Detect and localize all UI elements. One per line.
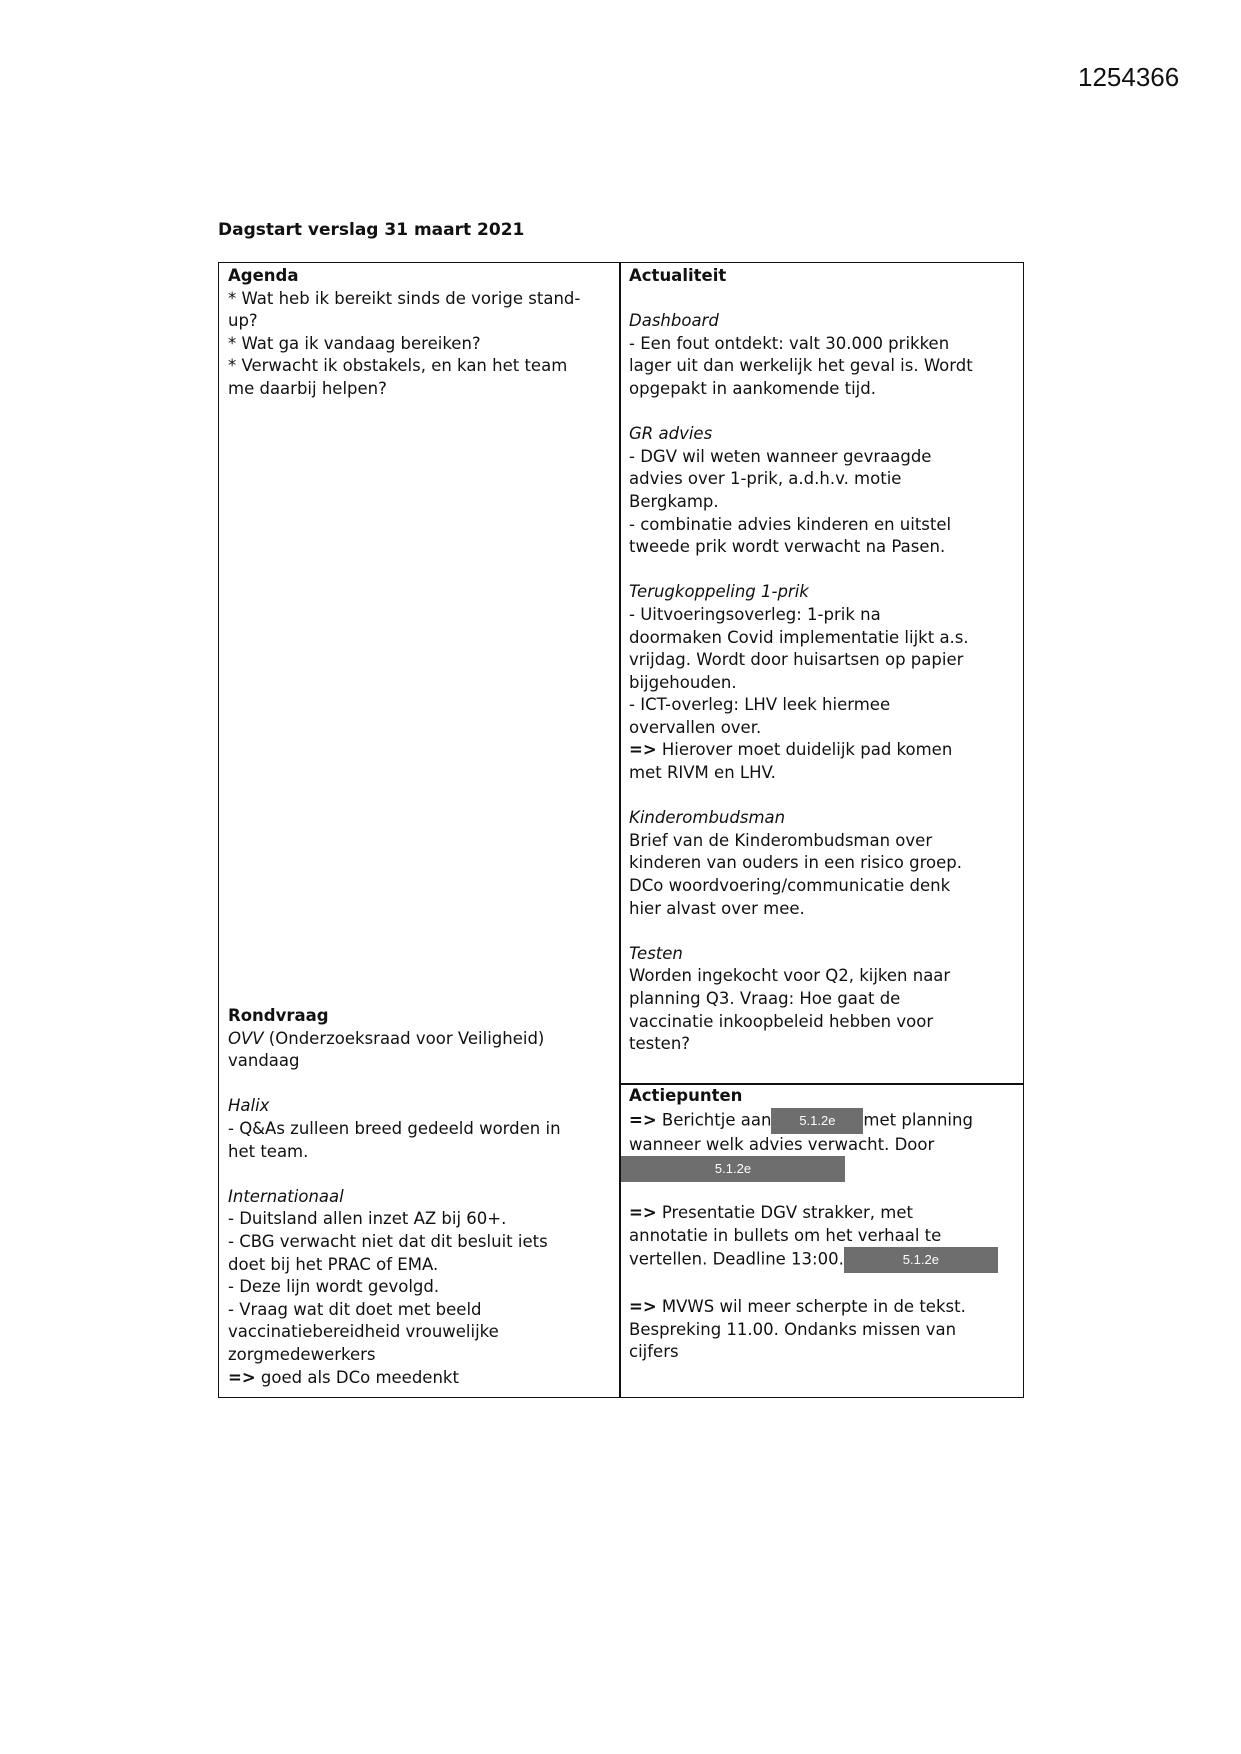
internationaal-line: - Vraag wat dit doet met beeld [228,1299,482,1319]
actiepunt-3 [629,1296,1019,1319]
gr-advies-line: advies over 1-prik, a.d.h.v. motie [629,469,902,489]
actiepunt-1 [629,1108,1019,1134]
testen-line: Worden ingekocht voor Q2, kijken naar [629,966,951,986]
agenda-line: me daarbij helpen? [228,378,387,398]
internationaal-line: vaccinatiebereidheid vrouwelijke [228,1322,499,1342]
actiepunt-text: met planning [863,1110,973,1130]
actiepunt-2-line-3 [629,1247,1019,1273]
terugkoppeling-heading: Terugkoppeling 1-prik [629,582,809,602]
document-number: 1254366 [1078,62,1180,92]
conclusion-text: goed als DCo meedenkt [255,1367,459,1387]
ovv-abbr: OVV [228,1028,264,1048]
testen-line: testen? [629,1034,691,1054]
internationaal-line: - Deze lijn wordt gevolgd. [228,1277,440,1297]
agenda-line: * Wat ga ik vandaag bereiken? [228,333,481,353]
gr-advies-heading: GR advies [629,424,713,444]
actiepunt-3-line-3: cijfers [629,1342,679,1362]
redaction-box: 5.1.2e [844,1247,998,1273]
gr-advies-line: - DGV wil weten wanneer gevraagde [629,446,932,466]
testen-heading: Testen [629,943,683,963]
internationaal-line: doet bij het PRAC of EMA. [228,1254,439,1274]
arrow-marker: => [629,1203,657,1223]
gr-advies-line: - combinatie advies kinderen en uitstel [629,514,952,534]
arrow-marker: => [629,740,657,760]
kinderombudsman-line: kinderen van ouders in een risico groep. [629,853,962,873]
page-title: Dagstart verslag 31 maart 2021 [218,220,525,240]
redaction-box: 5.1.2e [621,1156,845,1182]
internationaal-conclusion [228,1367,614,1390]
agenda-line: * Wat heb ik bereikt sinds de vorige stand- [228,288,581,308]
actiepunt-text: vertellen. Deadline 13:00. [629,1249,844,1269]
actualiteit-cell [629,265,1019,1056]
column-divider [619,263,621,1397]
gr-advies-line: tweede prik wordt verwacht na Pasen. [629,537,946,557]
internationaal-heading: Internationaal [228,1186,344,1206]
agenda-line: up? [228,311,258,331]
dashboard-line: opgepakt in aankomende tijd. [629,378,876,398]
terugkoppeling-line: bijgehouden. [629,672,737,692]
redaction-row [621,1156,1019,1182]
ovv-line [228,1028,614,1051]
halix-line: - Q&As zulleen breed gedeeld worden in [228,1118,561,1138]
terugkoppeling-line: doormaken Covid implementatie lijkt a.s. [629,627,969,647]
dashboard-heading: Dashboard [629,311,719,331]
internationaal-line: zorgmedewerkers [228,1344,376,1364]
kinderombudsman-heading: Kinderombudsman [629,808,786,828]
rondvraag-heading: Rondvraag [228,1006,329,1025]
actiepunt-2 [629,1202,1019,1225]
redaction-box: 5.1.2e [771,1108,863,1134]
actiepunt-2-line-2: annotatie in bullets om het verhaal te [629,1225,942,1245]
conclusion-text: Hierover moet duidelijk pad komen [656,740,953,760]
actiepunt-text: Berichtje aan [656,1110,772,1130]
testen-line: planning Q3. Vraag: Hoe gaat de [629,989,901,1008]
actiepunten-cell [629,1085,1019,1364]
internationaal-line: - CBG verwacht niet dat dit besluit iets [228,1231,548,1251]
agenda-line: * Verwacht ik obstakels, en kan het team [228,356,568,376]
terugkoppeling-line: vrijdag. Wordt door huisartsen op papier [629,650,964,670]
testen-line: vaccinatie inkoopbeleid hebben voor [629,1011,934,1031]
dashboard-line: lager uit dan werkelijk het geval is. Wordt [629,356,973,376]
ovv-text: (Onderzoeksraad voor Veiligheid) [263,1028,545,1048]
gr-advies-line: Bergkamp. [629,491,719,511]
kinderombudsman-line: DCo woordvoering/communicatie denk [629,876,951,896]
actualiteit-heading: Actualiteit [629,266,727,285]
halix-line: het team. [228,1141,309,1161]
terugkoppeling-line: - Uitvoeringsoverleg: 1-prik na [629,604,881,624]
terugkoppeling-line: met RIVM en LHV. [629,763,776,783]
rondvraag-cell [228,1005,614,1389]
actiepunt-3-line-2: Bespreking 11.00. Ondanks missen van [629,1319,957,1339]
actiepunt-text: MVWS wil meer scherpte in de tekst. [656,1296,966,1316]
arrow-marker: => [228,1367,256,1387]
dashboard-line: - Een fout ontdekt: valt 30.000 prikken [629,333,950,353]
agenda-cell [228,265,614,401]
internationaal-line: - Duitsland allen inzet AZ bij 60+. [228,1209,507,1229]
actiepunt-1-line-2: wanneer welk advies verwacht. Door [629,1134,935,1154]
terugkoppeling-line: - ICT-overleg: LHV leek hiermee [629,695,891,715]
agenda-heading: Agenda [228,266,299,285]
arrow-marker: => [629,1296,657,1316]
report-table [218,262,1024,1398]
actiepunten-heading: Actiepunten [629,1086,743,1105]
kinderombudsman-line: hier alvast over mee. [629,898,805,918]
ovv-line-2: vandaag [228,1051,300,1071]
terugkoppeling-conclusion [629,739,1019,762]
terugkoppeling-line: overvallen over. [629,717,762,737]
halix-heading: Halix [228,1096,270,1116]
arrow-marker: => [629,1110,657,1130]
actiepunt-text: Presentatie DGV strakker, met [656,1203,913,1223]
kinderombudsman-line: Brief van de Kinderombudsman over [629,830,933,850]
